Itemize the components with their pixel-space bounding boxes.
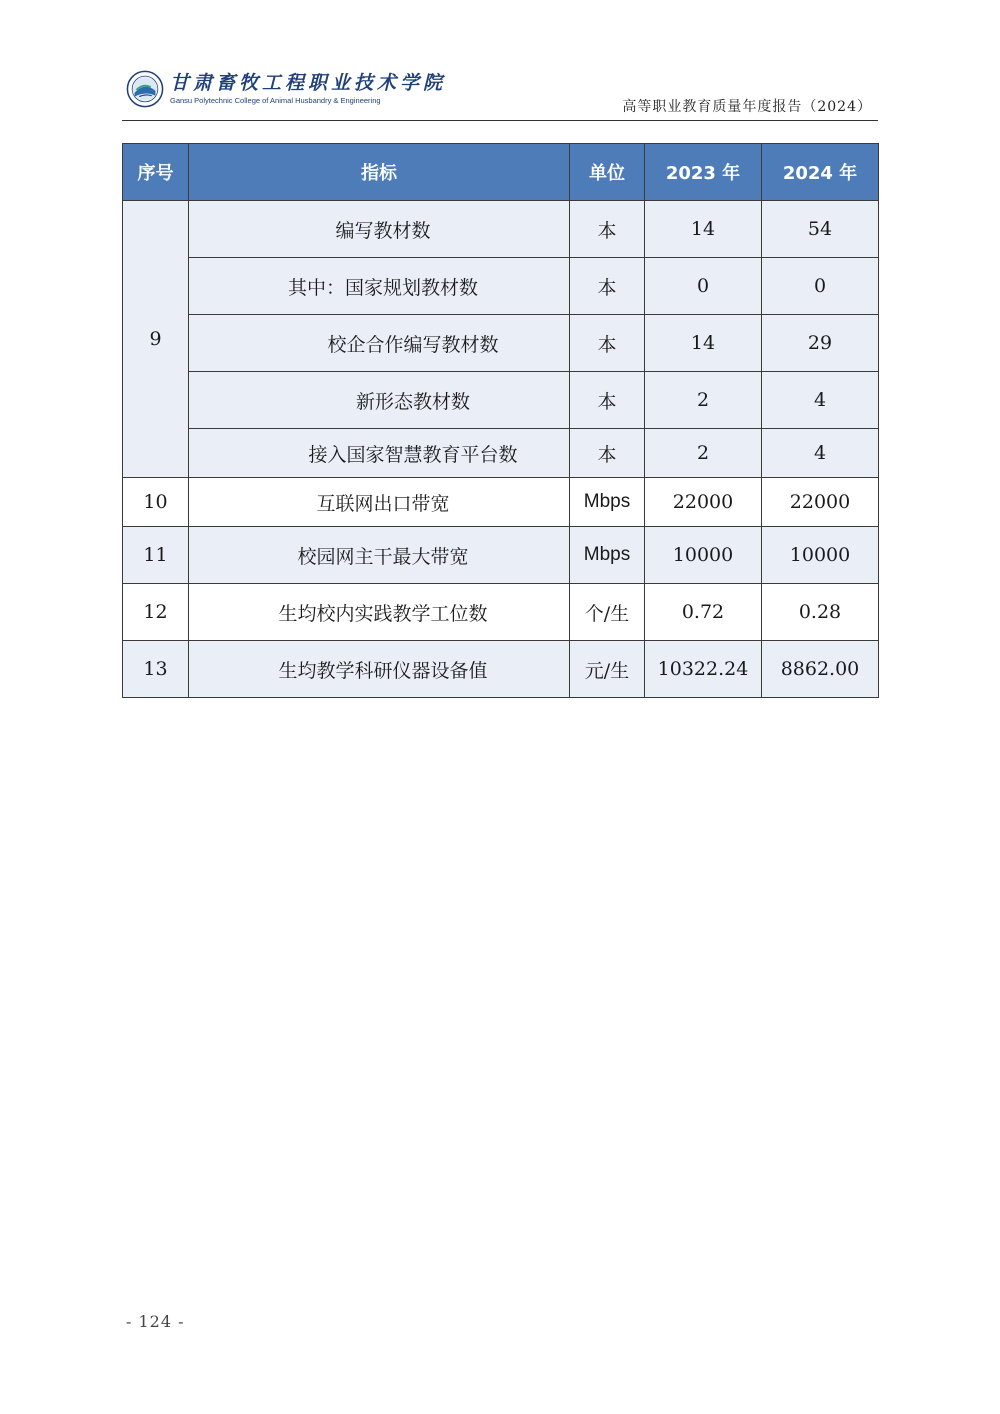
unit-cell: 本 <box>570 315 645 372</box>
indicator-cell: 生均校内实践教学工位数 <box>189 584 570 641</box>
table-header-row <box>123 144 879 201</box>
value-2024-cell: 0 <box>762 258 879 315</box>
value-2023-cell: 14 <box>645 201 762 258</box>
indicator-table <box>122 143 879 698</box>
table-row <box>123 201 879 258</box>
value-2023-cell: 22000 <box>645 478 762 527</box>
row-number: 13 <box>123 641 189 698</box>
table-row <box>123 258 879 315</box>
unit-cell: 本 <box>570 429 645 478</box>
value-2024-cell: 4 <box>762 429 879 478</box>
indicator-cell: 生均教学科研仪器设备值 <box>189 641 570 698</box>
unit-cell: 个/生 <box>570 584 645 641</box>
indicator-cell: 校企合作编写教材数 <box>189 315 570 372</box>
unit-cell: Mbps <box>570 478 645 527</box>
table-row <box>123 372 879 429</box>
indicator-cell: 编写教材数 <box>189 201 570 258</box>
unit-cell: 本 <box>570 201 645 258</box>
indicator-cell: 互联网出口带宽 <box>189 478 570 527</box>
col-header-2024: 2024 年 <box>762 144 879 201</box>
school-seal-icon <box>126 70 164 108</box>
value-2023-cell: 10322.24 <box>645 641 762 698</box>
value-2023-cell: 0 <box>645 258 762 315</box>
indicator-cell: 接入国家智慧教育平台数 <box>189 429 570 478</box>
row-number: 12 <box>123 584 189 641</box>
value-2024-cell: 54 <box>762 201 879 258</box>
col-header-unit: 单位 <box>570 144 645 201</box>
value-2023-cell: 0.72 <box>645 584 762 641</box>
row-number: 11 <box>123 527 189 584</box>
row-number: 10 <box>123 478 189 527</box>
value-2024-cell: 10000 <box>762 527 879 584</box>
value-2023-cell: 14 <box>645 315 762 372</box>
value-2023-cell: 2 <box>645 429 762 478</box>
table-row <box>123 527 879 584</box>
table-row <box>123 478 879 527</box>
school-logo <box>126 70 446 108</box>
value-2023-cell: 2 <box>645 372 762 429</box>
report-title: 高等职业教育质量年度报告（2024） <box>622 99 872 115</box>
indicator-cell: 校园网主干最大带宽 <box>189 527 570 584</box>
value-2024-cell: 22000 <box>762 478 879 527</box>
col-header-indicator: 指标 <box>189 144 570 201</box>
table-row <box>123 315 879 372</box>
col-header-no: 序号 <box>123 144 189 201</box>
unit-cell: 本 <box>570 258 645 315</box>
value-2024-cell: 0.28 <box>762 584 879 641</box>
school-name-en: Gansu Polytechnic College of Animal Husbandry & Engineering <box>170 96 381 105</box>
indicator-cell: 新形态教材数 <box>189 372 570 429</box>
value-2024-cell: 4 <box>762 372 879 429</box>
page-header <box>122 66 878 121</box>
table-row <box>123 641 879 698</box>
unit-cell: 元/生 <box>570 641 645 698</box>
col-header-2023: 2023 年 <box>645 144 762 201</box>
indicator-cell: 其中：国家规划教材数 <box>189 258 570 315</box>
unit-cell: Mbps <box>570 527 645 584</box>
table-row <box>123 429 879 478</box>
value-2023-cell: 10000 <box>645 527 762 584</box>
value-2024-cell: 8862.00 <box>762 641 879 698</box>
value-2024-cell: 29 <box>762 315 879 372</box>
unit-cell: 本 <box>570 372 645 429</box>
school-name-cn: 甘肃畜牧工程职业技术学院 <box>170 72 447 94</box>
row-number: 9 <box>123 201 189 478</box>
page-number: - 124 - <box>126 1312 185 1331</box>
table-row <box>123 584 879 641</box>
